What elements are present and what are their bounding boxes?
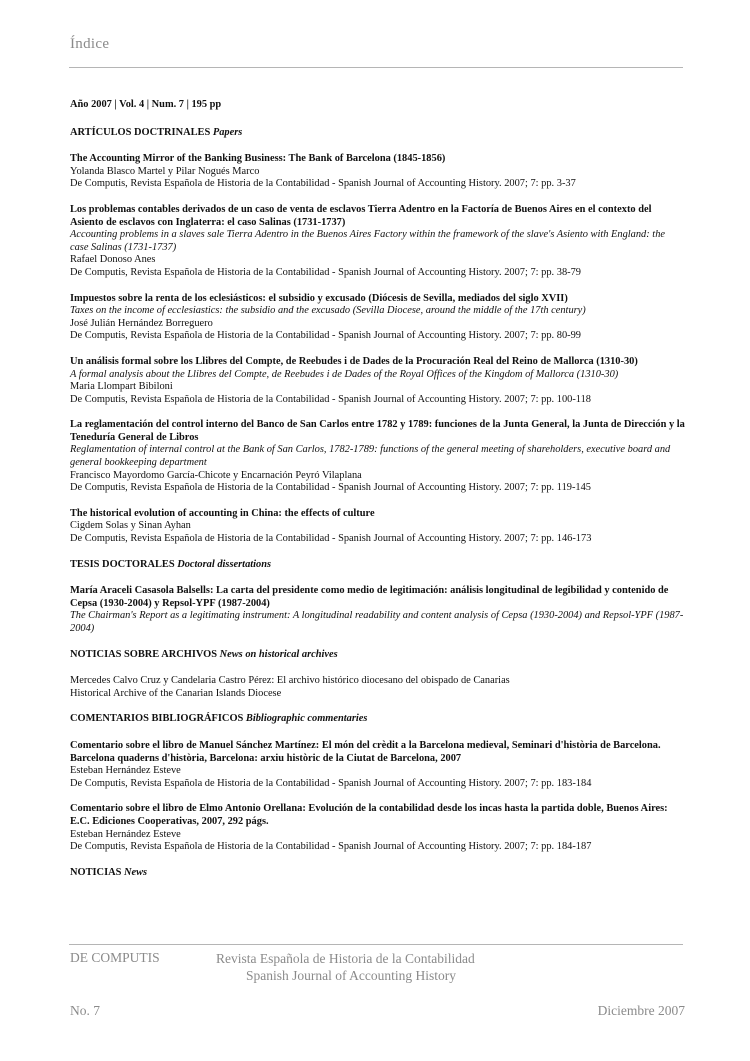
thesis-title: María Araceli Casasola Balsells: La carta del presidente como medio de legitimación: análisis longitudinal de legibilidad y contenido de Cepsa (1930-2004) y Repsol-YPF (1987-2004) <box>70 585 669 609</box>
section-heading-es: NOTICIAS SOBRE ARCHIVOS <box>70 648 218 660</box>
footer-subtitle-es: Revista Española de Historia de la Contabilidad <box>216 951 475 966</box>
article-title: La reglamentación del control interno del Banco de San Carlos entre 1782 y 1789: funciones de la Junta General, la Junta de Dirección y la Teneduría General de Libros <box>70 419 685 443</box>
article-source: De Computis, Revista Española de Historia de la Contabilidad - Spanish Journal of Accounting History. 2007; 7: pp. 119-145 <box>70 482 592 494</box>
article-source: De Computis, Revista Española de Historia de la Contabilidad - Spanish Journal of Accounting History. 2007; 7: pp. 146-173 <box>70 533 592 545</box>
article-authors: Rafael Donoso Anes <box>70 254 156 266</box>
article-translation: Reglamentation of internal control at the Bank of San Carlos, 1782-1789: functions of the general meeting of shareholders, executive board and general bookkeeping department <box>70 444 671 469</box>
article-source: De Computis, Revista Española de Historia de la Contabilidad - Spanish Journal of Accounting History. 2007; 7: pp. 100-118 <box>70 393 592 405</box>
article-translation: Accounting problems in a slaves sale Tierra Adentro in the Buenos Aires Factory within the framework of the slave's Asiento with England: the case Salinas (1731-1737) <box>70 229 666 253</box>
header-divider <box>69 67 683 68</box>
article-authors: José Julián Hernández Borreguero <box>70 317 213 329</box>
article-translation: A formal analysis about the Llibres del Compte, de Reebudes i de Dades of the Royal Offices of the Kingdom of Mallorca (1310-30) <box>70 368 619 380</box>
review-authors: Esteban Hernández Esteve <box>70 828 181 840</box>
footer-divider <box>69 944 683 945</box>
article-authors: Cigdem Solas y Sinan Ayhan <box>70 520 191 532</box>
section-heading-es: COMENTARIOS BIBLIOGRÁFICOS <box>70 713 244 725</box>
table-of-contents <box>70 99 685 893</box>
article-entry <box>70 419 685 495</box>
archive-news-line: Mercedes Calvo Cruz y Candelaria Castro Pérez: El archivo histórico diocesano del obispado de Canarias <box>70 675 510 687</box>
thesis-translation: The Chairman's Report as a legitimating instrument: A longitudinal readability and content analysis of Cepsa (1930-2004) and Repsol-YPF (1987-2004) <box>70 610 684 634</box>
article-entry <box>70 508 685 546</box>
review-authors: Esteban Hernández Esteve <box>70 765 181 777</box>
page-title: Índice <box>70 36 110 52</box>
review-source: De Computis, Revista Española de Historia de la Contabilidad - Spanish Journal of Accounting History. 2007; 7: pp. 183-184 <box>70 777 592 789</box>
section-heading-es: TESIS DOCTORALES <box>70 558 175 570</box>
article-entry <box>70 356 685 406</box>
thesis-entry <box>70 585 685 635</box>
article-title: The historical evolution of accounting in China: the effects of culture <box>70 507 375 519</box>
section-heading-articulos <box>70 127 685 140</box>
section-heading-comentarios <box>70 713 685 726</box>
article-entry <box>70 293 685 343</box>
section-heading-en: Doctoral dissertations <box>177 558 272 570</box>
footer-date: Diciembre 2007 <box>597 1003 685 1018</box>
article-title: Un análisis formal sobre los Llibres del Compte, de Reebudes i de Dades de la Procuración Real del Reino de Mallorca (1310-30) <box>70 355 638 367</box>
section-heading-en: News <box>124 866 148 878</box>
section-heading-en: News on historical archives <box>219 648 338 660</box>
article-title: The Accounting Mirror of the Banking Business: The Bank of Barcelona (1845-1856) <box>70 153 446 165</box>
article-title: Impuestos sobre la renta de los eclesiásticos: el subsidio y excusado (Diócesis de Sevilla, mediados del siglo XVII) <box>70 292 568 304</box>
issue-info: Año 2007 | Vol. 4 | Num. 7 | 195 pp <box>70 99 222 110</box>
article-authors: Yolanda Blasco Martel y Pilar Nogués Marco <box>70 165 260 177</box>
section-heading-en: Papers <box>212 126 243 138</box>
article-authors: Maria Llompart Bibiloni <box>70 381 173 393</box>
section-heading-archivos <box>70 649 685 662</box>
article-source: De Computis, Revista Española de Historia de la Contabilidad - Spanish Journal of Accounting History. 2007; 7: pp. 3-37 <box>70 178 576 190</box>
section-heading-en: Bibliographic commentaries <box>245 713 368 725</box>
archive-news-line: Historical Archive of the Canarian Islands Diocese <box>70 687 282 699</box>
review-entry <box>70 740 685 790</box>
section-heading-noticias <box>70 867 685 880</box>
article-source: De Computis, Revista Española de Historia de la Contabilidad - Spanish Journal of Accounting History. 2007; 7: pp. 80-99 <box>70 330 581 342</box>
article-title: Los problemas contables derivados de un caso de venta de esclavos Tierra Adentro en la Factoría de Buenos Aires en el contexto del Asiento de esclavos con Inglaterra: el caso Salinas (1731-1737) <box>70 203 652 228</box>
article-authors: Francisco Mayordomo García-Chicote y Encarnación Peyró Vilaplana <box>70 469 362 481</box>
section-heading-es: NOTICIAS <box>70 866 122 878</box>
review-source: De Computis, Revista Española de Historia de la Contabilidad - Spanish Journal of Accounting History. 2007; 7: pp. 184-187 <box>70 841 592 853</box>
section-heading-es: ARTÍCULOS DOCTRINALES <box>70 126 211 138</box>
archive-news-entry <box>70 675 685 700</box>
footer-subtitle-en: Spanish Journal of Accounting History <box>246 968 456 983</box>
footer-issue-number: No. 7 <box>70 1003 100 1018</box>
article-entry <box>70 153 685 191</box>
section-heading-tesis <box>70 559 685 572</box>
article-source: De Computis, Revista Española de Historia de la Contabilidad - Spanish Journal of Accounting History. 2007; 7: pp. 38-79 <box>70 266 581 278</box>
review-title: Comentario sobre el libro de Manuel Sánchez Martínez: El món del crèdit a la Barcelona medieval, Seminari d'història de Barcelona. Barcelona quaderns d'història, Barcelona: arxiu històric de la Ciutat de Barcelona, 2007 <box>70 739 661 764</box>
footer-journal-name: DE COMPUTIS <box>70 950 160 965</box>
article-entry <box>70 204 685 280</box>
footer-journal-subtitle <box>216 950 475 984</box>
article-translation: Taxes on the income of ecclesiastics: the subsidio and the excusado (Sevilla Diocese, around the middle of the 17th century) <box>70 305 586 317</box>
review-entry <box>70 803 685 853</box>
review-title: Comentario sobre el libro de Elmo Antonio Orellana: Evolución de la contabilidad desde los incas hasta la partida doble, Buenos Aires: E.C. Ediciones Cooperativas, 2007, 292 págs. <box>70 803 668 827</box>
